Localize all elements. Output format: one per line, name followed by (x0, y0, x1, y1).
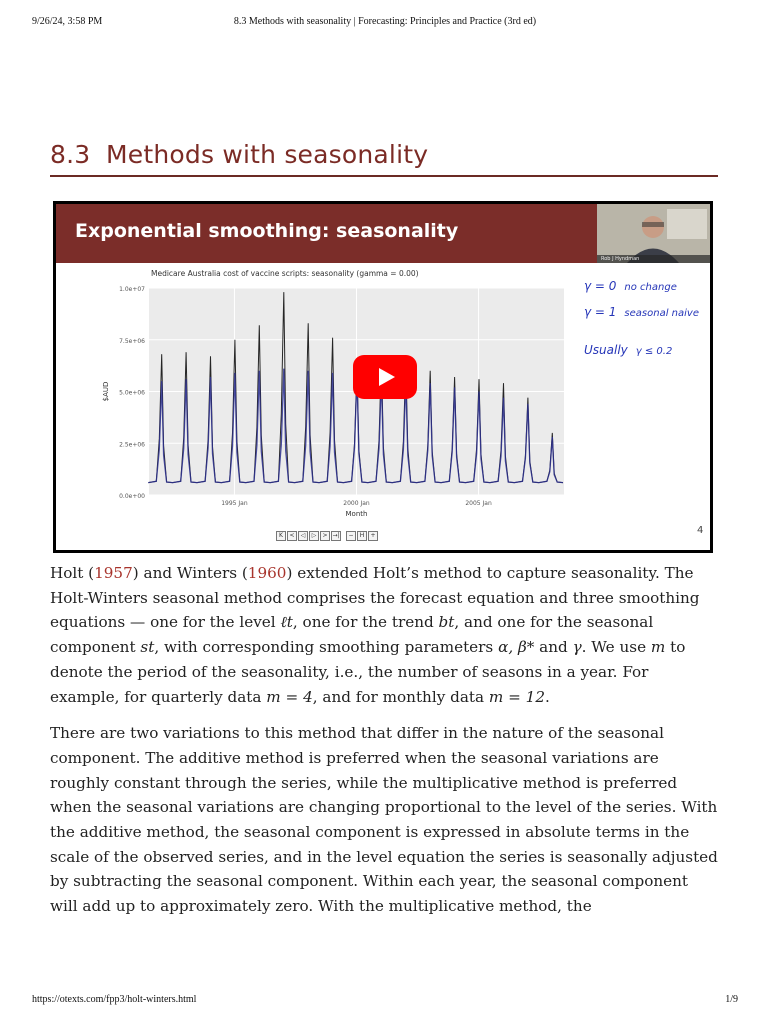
print-footer (32, 994, 738, 1008)
math-gamma: γ (572, 638, 582, 657)
main-content (50, 561, 720, 931)
prev-slide-button[interactable]: ◁ (298, 531, 308, 541)
first-slide-button[interactable]: K (276, 531, 286, 541)
note-line: γ = 0 no change (584, 279, 677, 293)
paragraph-holt-winters: Holt (1957) and Winters (1960) extended Holt’s method to capture seasonality. The Holt-Winters seasonal method comprises the forecast equation and three smoothing equations — one for the level ℓt, one for the trend bt, and one for the seasonal component st, with corresponding smoothing parameters α, β* and γ. We use m to denote the period of the seasonality, i.e., the number of seasons in a year. For example, for quarterly data m = 4, and for monthly data m = 12. (50, 564, 700, 706)
print-date: 9/26/24, 3:58 PM (32, 16, 103, 27)
math-m: m (650, 638, 666, 657)
math-seasonal: st (140, 638, 155, 657)
x-tick-label: 2000 Jan (343, 500, 370, 507)
section-heading (50, 140, 718, 177)
seasonality-chart (94, 263, 574, 528)
note-line: Usually γ ≤ 0.2 (584, 343, 673, 357)
prev-section-button[interactable]: < (287, 531, 297, 541)
presenter-caption: Rob J Hyndman (597, 255, 710, 263)
note-line: γ = 1 seasonal naive (584, 305, 699, 319)
slide-title: Exponential smoothing: seasonality (75, 220, 459, 242)
x-tick-label: 1995 Jan (221, 500, 248, 507)
citation-link-winters[interactable]: 1960 (247, 564, 287, 582)
y-axis-label: $AUD (102, 381, 110, 402)
citation-link-holt[interactable]: 1957 (94, 564, 133, 582)
math-trend: bt (438, 613, 455, 632)
zoom-out-button[interactable]: − (346, 531, 356, 541)
slide-number: 4 (697, 525, 704, 536)
play-button[interactable] (353, 355, 417, 399)
y-tick-label: 7.5e+06 (119, 337, 145, 345)
next-slide-button[interactable]: ▷ (309, 531, 319, 541)
print-page-title: 8.3 Methods with seasonality | Forecasting: Principles and Practice (3rd ed) (233, 16, 537, 27)
y-tick-label: 0.0e+00 (119, 493, 145, 500)
x-axis-label: Month (345, 510, 368, 518)
x-tick-label: 2005 Jan (465, 500, 492, 507)
zoom-in-button[interactable]: + (368, 531, 378, 541)
y-tick-label: 1.0e+07 (119, 286, 145, 293)
section-title: Methods with seasonality (106, 140, 429, 169)
slide-navigation (276, 531, 379, 543)
y-tick-label: 5.0e+06 (119, 389, 145, 397)
chart-title: Medicare Australia cost of vaccine scripts: seasonality (gamma = 0.00) (151, 269, 419, 278)
math-alpha-beta: α, β* (498, 638, 535, 657)
embedded-video[interactable] (53, 201, 713, 553)
slide-body (56, 263, 710, 550)
math-m-quarterly: m = 4 (266, 687, 313, 706)
print-url: https://otexts.com/fpp3/holt-winters.html (32, 994, 197, 1005)
print-header (32, 16, 738, 30)
last-slide-button[interactable]: →| (332, 532, 340, 539)
math-level: ℓt (280, 613, 293, 632)
paragraph-variations: There are two variations to this method that differ in the nature of the seasonal component. The additive method is preferred when the seasonal variations are roughly constant through the series, while the multiplicative method is preferred when the seasonal variations are changing proportional to the level of the series. With the additive method, the seasonal component is expressed in absolute terms in the scale of the observed series, and in the level equation the series is seasonally adjusted by subtracting the seasonal component. Within each year, the seasonal component will add up to approximately zero. With the multiplicative method, the (50, 724, 718, 916)
page-title (50, 140, 718, 169)
presenter-webcam (597, 204, 710, 263)
section-number: 8.3 (50, 140, 91, 169)
print-page-number: 1/9 (725, 994, 738, 1005)
home-button[interactable]: H (357, 531, 367, 541)
next-section-button[interactable]: > (320, 531, 330, 541)
y-tick-label: 2.5e+06 (119, 441, 145, 449)
math-m-monthly: m = 12 (488, 687, 545, 706)
